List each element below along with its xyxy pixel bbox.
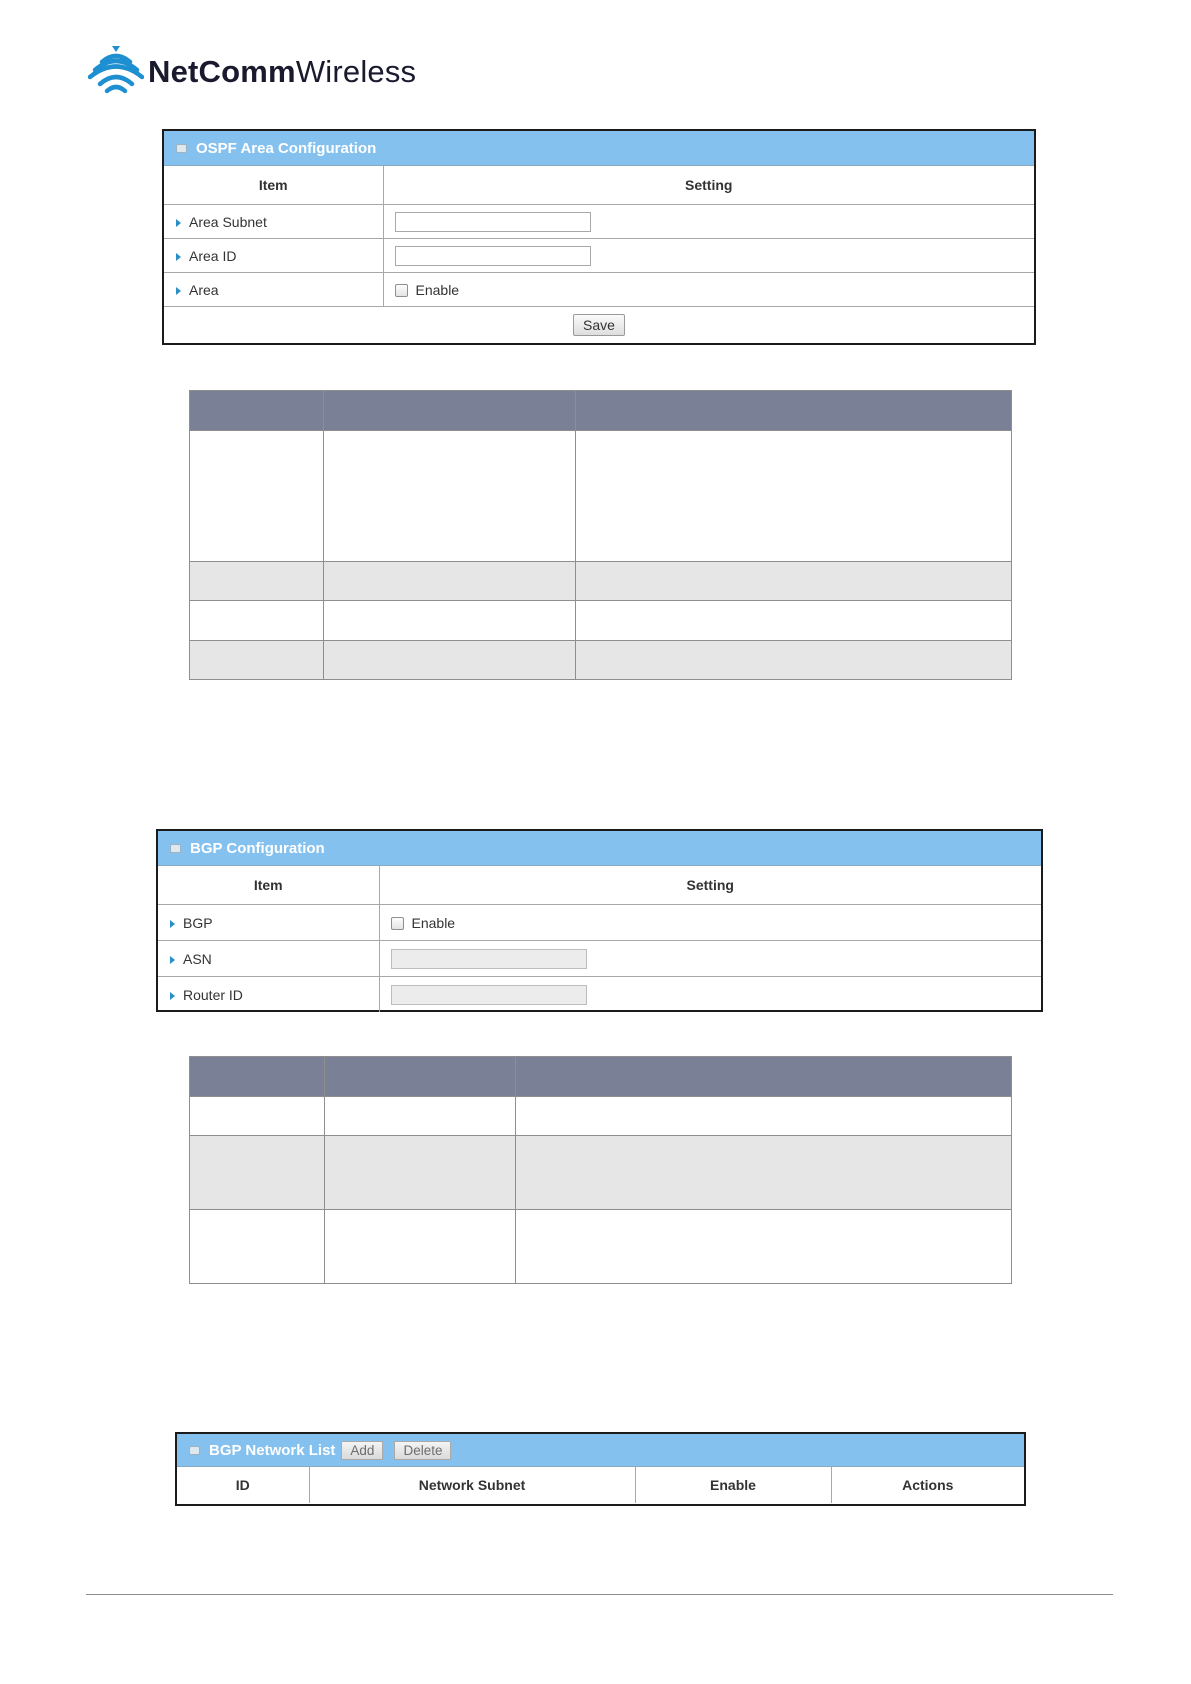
add-button[interactable]: Add bbox=[341, 1441, 383, 1460]
table-cell bbox=[324, 641, 576, 680]
table-cell bbox=[190, 1210, 325, 1284]
bgp-config-panel bbox=[156, 829, 1043, 1012]
table-cell bbox=[576, 431, 1012, 562]
save-row bbox=[164, 307, 1034, 344]
config-item bbox=[164, 273, 383, 307]
ospf-area-config-header bbox=[164, 131, 1034, 166]
config-item-label: Area Subnet bbox=[189, 213, 267, 230]
config-item bbox=[164, 205, 383, 239]
table-cell bbox=[516, 1097, 1012, 1136]
bgp-config-table bbox=[158, 866, 1041, 1012]
save-button[interactable]: Save bbox=[573, 314, 625, 336]
bullet-arrow-icon bbox=[176, 253, 181, 261]
bgp-description-table bbox=[189, 1056, 1012, 1284]
bgp-network-list-panel bbox=[175, 1432, 1026, 1506]
asn-input[interactable] bbox=[391, 949, 587, 969]
config-item-label: Area ID bbox=[189, 247, 237, 264]
panel-collapse-icon[interactable] bbox=[189, 1446, 200, 1455]
table-cell bbox=[324, 431, 576, 562]
netcomm-logo bbox=[88, 44, 428, 100]
header-cell bbox=[324, 391, 576, 431]
bgp-network-list-table bbox=[177, 1467, 1024, 1503]
column-header-id[interactable]: ID bbox=[235, 1477, 250, 1493]
config-setting bbox=[379, 977, 1041, 1013]
header-cell bbox=[190, 391, 324, 431]
config-setting bbox=[383, 239, 1034, 273]
bullet-arrow-icon bbox=[176, 219, 181, 227]
table-cell bbox=[325, 1097, 516, 1136]
header-cell bbox=[325, 1057, 516, 1097]
table-cell bbox=[325, 1210, 516, 1284]
config-setting bbox=[383, 273, 1034, 307]
bgp-enable-checkbox[interactable] bbox=[391, 917, 404, 930]
area-enable-label: Enable bbox=[415, 281, 460, 298]
bullet-arrow-icon bbox=[176, 287, 181, 295]
config-item-label: ASN bbox=[183, 950, 212, 967]
bgp-network-list-title: BGP Network List bbox=[209, 1441, 336, 1459]
table-cell bbox=[324, 562, 576, 601]
config-row-area-id bbox=[164, 239, 1034, 273]
bgp-network-list-header bbox=[177, 1434, 1024, 1467]
column-header-setting: Setting bbox=[383, 166, 1034, 205]
header-cell bbox=[516, 1057, 1012, 1097]
panel-collapse-icon[interactable] bbox=[176, 144, 187, 153]
config-item-label: Router ID bbox=[183, 986, 243, 1003]
delete-button[interactable]: Delete bbox=[394, 1441, 451, 1460]
column-header-item: Item bbox=[158, 866, 379, 905]
config-row-area bbox=[164, 273, 1034, 307]
panel-collapse-icon[interactable] bbox=[170, 844, 181, 853]
header-cell bbox=[576, 391, 1012, 431]
bullet-arrow-icon bbox=[170, 956, 175, 964]
config-item bbox=[158, 977, 379, 1013]
config-row-bgp bbox=[158, 905, 1041, 941]
brand-name-bold: NetComm bbox=[148, 54, 296, 89]
config-row-router-id bbox=[158, 977, 1041, 1013]
table-cell bbox=[516, 1136, 1012, 1210]
router-id-input[interactable] bbox=[391, 985, 587, 1005]
brand-name bbox=[148, 54, 416, 90]
ospf-area-config-title: OSPF Area Configuration bbox=[196, 139, 377, 157]
config-item-label: Area bbox=[189, 281, 219, 298]
column-header-item: Item bbox=[164, 166, 383, 205]
table-cell bbox=[190, 1097, 325, 1136]
table-cell bbox=[190, 1136, 325, 1210]
footer-divider bbox=[86, 1594, 1113, 1595]
bgp-enable-label: Enable bbox=[411, 914, 456, 931]
config-item bbox=[164, 239, 383, 273]
config-item-label: BGP bbox=[183, 914, 213, 931]
table-cell bbox=[325, 1136, 516, 1210]
table-cell bbox=[576, 601, 1012, 641]
area-id-input[interactable] bbox=[395, 246, 591, 266]
bgp-config-title: BGP Configuration bbox=[190, 839, 325, 857]
ospf-area-description-table bbox=[189, 390, 1012, 680]
table-cell bbox=[190, 601, 324, 641]
bgp-config-header bbox=[158, 831, 1041, 866]
column-header-actions[interactable]: Actions bbox=[831, 1467, 1024, 1503]
bullet-arrow-icon bbox=[170, 992, 175, 1000]
config-row-asn bbox=[158, 941, 1041, 977]
config-setting bbox=[383, 205, 1034, 239]
config-item bbox=[158, 905, 379, 941]
table-cell bbox=[324, 601, 576, 641]
column-header-network-subnet[interactable]: Network Subnet bbox=[309, 1467, 635, 1503]
table-cell bbox=[576, 641, 1012, 680]
wireless-signal-icon bbox=[88, 44, 144, 96]
config-item bbox=[158, 941, 379, 977]
table-cell bbox=[576, 562, 1012, 601]
table-cell bbox=[190, 641, 324, 680]
header-cell bbox=[190, 1057, 325, 1097]
table-cell bbox=[190, 562, 324, 601]
brand-name-regular: Wireless bbox=[295, 54, 417, 89]
area-enable-checkbox[interactable] bbox=[395, 284, 408, 297]
bullet-arrow-icon bbox=[170, 920, 175, 928]
column-header-setting: Setting bbox=[379, 866, 1041, 905]
table-cell bbox=[516, 1210, 1012, 1284]
column-header-enable[interactable]: Enable bbox=[635, 1467, 831, 1503]
ospf-area-config-table bbox=[164, 166, 1034, 343]
config-row-area-subnet bbox=[164, 205, 1034, 239]
config-setting bbox=[379, 941, 1041, 977]
ospf-area-config-panel bbox=[162, 129, 1036, 345]
config-setting bbox=[379, 905, 1041, 941]
table-cell bbox=[190, 431, 324, 562]
area-subnet-input[interactable] bbox=[395, 212, 591, 232]
